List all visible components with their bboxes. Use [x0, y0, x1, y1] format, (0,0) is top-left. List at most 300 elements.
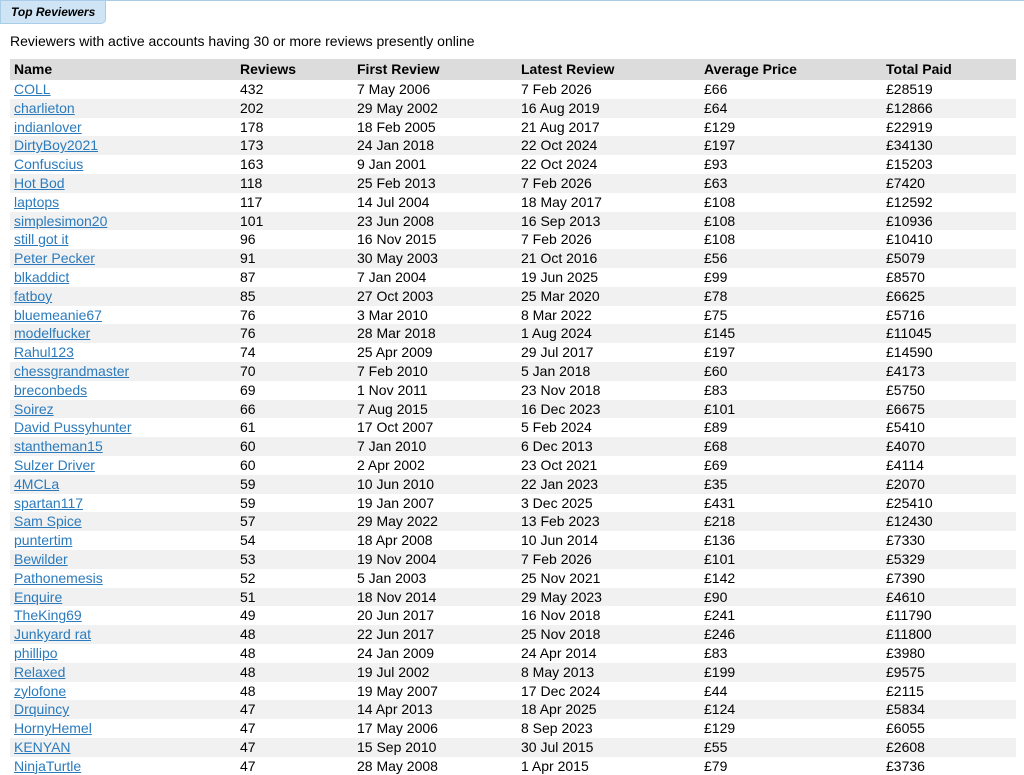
table-row [10, 193, 1016, 212]
first-review-date-cell: 3 Mar 2010 [353, 306, 517, 325]
first-review-date-cell: 18 Nov 2014 [353, 588, 517, 607]
average-price-cell: £142 [700, 569, 882, 588]
reviewer-name-link[interactable]: Confuscius [14, 156, 84, 173]
reviewer-name-link[interactable]: David Pussyhunter [14, 419, 132, 436]
average-price-cell: £83 [700, 381, 882, 400]
review-count-cell: 60 [236, 456, 353, 475]
reviewer-name-link[interactable]: DirtyBoy2021 [14, 137, 99, 154]
total-paid-cell: £3980 [882, 644, 1016, 663]
total-paid-cell: £8570 [882, 268, 1016, 287]
latest-review-date-cell: 22 Jan 2023 [517, 475, 700, 494]
reviewer-name-cell [10, 306, 236, 325]
reviewer-name-cell [10, 494, 236, 513]
review-count-cell: 51 [236, 588, 353, 607]
header-reviews: Reviews [236, 59, 353, 80]
first-review-date-cell: 7 Jan 2004 [353, 268, 517, 287]
first-review-date-cell: 1 Nov 2011 [353, 381, 517, 400]
total-paid-cell: £6055 [882, 719, 1016, 738]
table-row [10, 512, 1016, 531]
first-review-date-cell: 19 Jul 2002 [353, 663, 517, 682]
total-paid-cell: £4114 [882, 456, 1016, 475]
reviewer-name-cell [10, 531, 236, 550]
first-review-date-cell: 24 Jan 2009 [353, 644, 517, 663]
latest-review-date-cell: 29 Jul 2017 [517, 343, 700, 362]
review-count-cell: 101 [236, 212, 353, 231]
review-count-cell: 117 [236, 193, 353, 212]
reviewer-name-cell [10, 230, 236, 249]
latest-review-date-cell: 1 Apr 2015 [517, 757, 700, 775]
table-row [10, 663, 1016, 682]
review-count-cell: 48 [236, 682, 353, 701]
review-count-cell: 74 [236, 343, 353, 362]
total-paid-cell: £11790 [882, 606, 1016, 625]
header-average-price: Average Price [700, 59, 882, 80]
reviewer-name-cell [10, 193, 236, 212]
reviewer-name-cell [10, 700, 236, 719]
table-row [10, 588, 1016, 607]
latest-review-date-cell: 7 Feb 2026 [517, 174, 700, 193]
total-paid-cell: £7390 [882, 569, 1016, 588]
reviewer-name-link[interactable]: Pathonemesis [14, 569, 103, 586]
average-price-cell: £101 [700, 550, 882, 569]
total-paid-cell: £5834 [882, 700, 1016, 719]
total-paid-cell: £3736 [882, 757, 1016, 775]
latest-review-date-cell: 10 Jun 2014 [517, 531, 700, 550]
average-price-cell: £145 [700, 324, 882, 343]
reviewer-name-cell [10, 569, 236, 588]
total-paid-cell: £11800 [882, 625, 1016, 644]
reviewer-name-link[interactable]: fatboy [14, 287, 53, 304]
table-row [10, 174, 1016, 193]
reviewer-name-link[interactable]: chessgrandmaster [14, 362, 130, 379]
average-price-cell: £218 [700, 512, 882, 531]
table-row [10, 644, 1016, 663]
average-price-cell: £101 [700, 400, 882, 419]
first-review-date-cell: 20 Jun 2017 [353, 606, 517, 625]
reviewer-name-cell [10, 456, 236, 475]
table-row [10, 136, 1016, 155]
average-price-cell: £129 [700, 719, 882, 738]
latest-review-date-cell: 24 Apr 2014 [517, 644, 700, 663]
average-price-cell: £124 [700, 700, 882, 719]
first-review-date-cell: 15 Sep 2010 [353, 738, 517, 757]
review-count-cell: 57 [236, 512, 353, 531]
review-count-cell: 66 [236, 400, 353, 419]
latest-review-date-cell: 30 Jul 2015 [517, 738, 700, 757]
reviewer-name-cell [10, 663, 236, 682]
latest-review-date-cell: 17 Dec 2024 [517, 682, 700, 701]
latest-review-date-cell: 21 Aug 2017 [517, 118, 700, 137]
reviewer-name-cell [10, 268, 236, 287]
reviewer-name-cell [10, 606, 236, 625]
reviewer-name-cell [10, 719, 236, 738]
latest-review-date-cell: 16 Sep 2013 [517, 212, 700, 231]
header-total-paid: Total Paid [882, 59, 1016, 80]
average-price-cell: £108 [700, 230, 882, 249]
reviewer-name-cell [10, 343, 236, 362]
header-first-review: First Review [353, 59, 517, 80]
reviewer-name-link[interactable]: simplesimon20 [14, 212, 108, 229]
average-price-cell: £93 [700, 155, 882, 174]
table-row [10, 212, 1016, 231]
reviewer-name-cell [10, 80, 236, 99]
latest-review-date-cell: 1 Aug 2024 [517, 324, 700, 343]
first-review-date-cell: 17 Oct 2007 [353, 418, 517, 437]
first-review-date-cell: 7 Jan 2010 [353, 437, 517, 456]
latest-review-date-cell: 8 Mar 2022 [517, 306, 700, 325]
latest-review-date-cell: 13 Feb 2023 [517, 512, 700, 531]
latest-review-date-cell: 22 Oct 2024 [517, 155, 700, 174]
reviewer-name-link[interactable]: Junkyard rat [14, 626, 92, 643]
table-row [10, 249, 1016, 268]
reviewer-name-link[interactable]: modelfucker [14, 325, 91, 342]
reviewer-name-cell [10, 99, 236, 118]
average-price-cell: £66 [700, 80, 882, 99]
header-name: Name [10, 59, 236, 80]
reviewer-name-cell [10, 738, 236, 757]
first-review-date-cell: 19 Jan 2007 [353, 494, 517, 513]
first-review-date-cell: 2 Apr 2002 [353, 456, 517, 475]
table-row [10, 569, 1016, 588]
reviewer-name-link[interactable]: Relaxed [14, 663, 66, 680]
first-review-date-cell: 24 Jan 2018 [353, 136, 517, 155]
table-body [10, 80, 1016, 775]
table-header-row [10, 59, 1016, 80]
first-review-date-cell: 19 Nov 2004 [353, 550, 517, 569]
review-count-cell: 48 [236, 625, 353, 644]
reviewer-name-link[interactable]: zylofone [14, 682, 67, 699]
latest-review-date-cell: 16 Nov 2018 [517, 606, 700, 625]
reviewer-name-link[interactable]: Rahul123 [14, 344, 74, 361]
reviewer-name-cell [10, 287, 236, 306]
reviewer-name-link[interactable]: stantheman15 [14, 438, 103, 455]
average-price-cell: £129 [700, 118, 882, 137]
first-review-date-cell: 14 Jul 2004 [353, 193, 517, 212]
reviewer-name-cell [10, 174, 236, 193]
total-paid-cell: £14590 [882, 343, 1016, 362]
table-row [10, 550, 1016, 569]
total-paid-cell: £4173 [882, 362, 1016, 381]
reviewer-name-cell [10, 136, 236, 155]
reviewer-name-link[interactable]: NinjaTurtle [14, 757, 82, 774]
review-count-cell: 47 [236, 719, 353, 738]
average-price-cell: £199 [700, 663, 882, 682]
average-price-cell: £197 [700, 136, 882, 155]
table-row [10, 494, 1016, 513]
average-price-cell: £241 [700, 606, 882, 625]
review-count-cell: 76 [236, 306, 353, 325]
latest-review-date-cell: 25 Nov 2018 [517, 625, 700, 644]
total-paid-cell: £22919 [882, 118, 1016, 137]
first-review-date-cell: 28 Mar 2018 [353, 324, 517, 343]
first-review-date-cell: 14 Apr 2013 [353, 700, 517, 719]
latest-review-date-cell: 3 Dec 2025 [517, 494, 700, 513]
first-review-date-cell: 22 Jun 2017 [353, 625, 517, 644]
first-review-date-cell: 7 Aug 2015 [353, 400, 517, 419]
reviewer-name-link[interactable]: laptops [14, 193, 60, 210]
review-count-cell: 91 [236, 249, 353, 268]
total-paid-cell: £12430 [882, 512, 1016, 531]
latest-review-date-cell: 29 May 2023 [517, 588, 700, 607]
review-count-cell: 61 [236, 418, 353, 437]
review-count-cell: 54 [236, 531, 353, 550]
reviewer-name-link[interactable]: puntertim [14, 532, 73, 549]
reviewers-table [10, 59, 1016, 775]
table-row [10, 230, 1016, 249]
table-row [10, 287, 1016, 306]
table-row [10, 118, 1016, 137]
latest-review-date-cell: 23 Oct 2021 [517, 456, 700, 475]
reviewer-name-cell [10, 682, 236, 701]
table-row [10, 306, 1016, 325]
first-review-date-cell: 19 May 2007 [353, 682, 517, 701]
review-count-cell: 85 [236, 287, 353, 306]
average-price-cell: £90 [700, 588, 882, 607]
latest-review-date-cell: 21 Oct 2016 [517, 249, 700, 268]
table-row [10, 456, 1016, 475]
total-paid-cell: £5716 [882, 306, 1016, 325]
table-row [10, 682, 1016, 701]
latest-review-date-cell: 7 Feb 2026 [517, 550, 700, 569]
reviewer-name-link[interactable]: Sam Spice [14, 513, 82, 530]
reviewer-name-cell [10, 324, 236, 343]
reviewer-name-cell [10, 381, 236, 400]
total-paid-cell: £12866 [882, 99, 1016, 118]
first-review-date-cell: 10 Jun 2010 [353, 475, 517, 494]
first-review-date-cell: 16 Nov 2015 [353, 230, 517, 249]
latest-review-date-cell: 23 Nov 2018 [517, 381, 700, 400]
total-paid-cell: £25410 [882, 494, 1016, 513]
table-row [10, 738, 1016, 757]
reviewer-name-link[interactable]: still got it [14, 231, 69, 248]
table-row [10, 606, 1016, 625]
panel-tab-title: Top Reviewers [0, 1, 106, 24]
panel-description: Reviewers with active accounts having 30 or more reviews presently online [10, 33, 475, 49]
average-price-cell: £83 [700, 644, 882, 663]
total-paid-cell: £4610 [882, 588, 1016, 607]
review-count-cell: 48 [236, 644, 353, 663]
total-paid-cell: £10410 [882, 230, 1016, 249]
table-row [10, 400, 1016, 419]
first-review-date-cell: 7 May 2006 [353, 80, 517, 99]
average-price-cell: £44 [700, 682, 882, 701]
average-price-cell: £108 [700, 212, 882, 231]
table-row [10, 80, 1016, 99]
review-count-cell: 87 [236, 268, 353, 287]
total-paid-cell: £7420 [882, 174, 1016, 193]
average-price-cell: £64 [700, 99, 882, 118]
reviewer-name-link[interactable]: Hot Bod [14, 174, 65, 191]
average-price-cell: £69 [700, 456, 882, 475]
reviewer-name-link[interactable]: indianlover [14, 118, 82, 135]
first-review-date-cell: 18 Apr 2008 [353, 531, 517, 550]
review-count-cell: 60 [236, 437, 353, 456]
reviewer-name-cell [10, 550, 236, 569]
reviewer-name-link[interactable]: 4MCLa [14, 475, 60, 492]
first-review-date-cell: 18 Feb 2005 [353, 118, 517, 137]
reviewer-name-cell [10, 437, 236, 456]
review-count-cell: 432 [236, 80, 353, 99]
total-paid-cell: £5329 [882, 550, 1016, 569]
latest-review-date-cell: 7 Feb 2026 [517, 230, 700, 249]
average-price-cell: £108 [700, 193, 882, 212]
table-row [10, 418, 1016, 437]
first-review-date-cell: 5 Jan 2003 [353, 569, 517, 588]
review-count-cell: 70 [236, 362, 353, 381]
reviewer-name-link[interactable]: breconbeds [14, 381, 88, 398]
table-row [10, 381, 1016, 400]
average-price-cell: £89 [700, 418, 882, 437]
first-review-date-cell: 30 May 2003 [353, 249, 517, 268]
first-review-date-cell: 23 Jun 2008 [353, 212, 517, 231]
total-paid-cell: £6675 [882, 400, 1016, 419]
latest-review-date-cell: 8 Sep 2023 [517, 719, 700, 738]
total-paid-cell: £7330 [882, 531, 1016, 550]
reviewer-name-cell [10, 644, 236, 663]
latest-review-date-cell: 8 May 2013 [517, 663, 700, 682]
total-paid-cell: £28519 [882, 80, 1016, 99]
latest-review-date-cell: 5 Feb 2024 [517, 418, 700, 437]
latest-review-date-cell: 5 Jan 2018 [517, 362, 700, 381]
first-review-date-cell: 25 Apr 2009 [353, 343, 517, 362]
latest-review-date-cell: 6 Dec 2013 [517, 437, 700, 456]
reviewer-name-cell [10, 625, 236, 644]
reviewer-name-cell [10, 212, 236, 231]
table-row [10, 625, 1016, 644]
review-count-cell: 59 [236, 494, 353, 513]
average-price-cell: £55 [700, 738, 882, 757]
reviewer-name-link[interactable]: Sulzer Driver [14, 456, 95, 473]
reviewer-name-cell [10, 418, 236, 437]
reviewer-name-link[interactable]: TheKing69 [14, 607, 82, 624]
total-paid-cell: £15203 [882, 155, 1016, 174]
total-paid-cell: £12592 [882, 193, 1016, 212]
total-paid-cell: £2608 [882, 738, 1016, 757]
latest-review-date-cell: 19 Jun 2025 [517, 268, 700, 287]
first-review-date-cell: 9 Jan 2001 [353, 155, 517, 174]
latest-review-date-cell: 7 Feb 2026 [517, 80, 700, 99]
reviewer-name-cell [10, 588, 236, 607]
review-count-cell: 96 [236, 230, 353, 249]
review-count-cell: 118 [236, 174, 353, 193]
table-row [10, 155, 1016, 174]
review-count-cell: 59 [236, 475, 353, 494]
review-count-cell: 69 [236, 381, 353, 400]
review-count-cell: 173 [236, 136, 353, 155]
review-count-cell: 47 [236, 700, 353, 719]
first-review-date-cell: 27 Oct 2003 [353, 287, 517, 306]
total-paid-cell: £6625 [882, 287, 1016, 306]
review-count-cell: 47 [236, 757, 353, 775]
reviewer-name-link[interactable]: HornyHemel [14, 720, 92, 737]
total-paid-cell: £11045 [882, 324, 1016, 343]
table-row [10, 437, 1016, 456]
review-count-cell: 52 [236, 569, 353, 588]
total-paid-cell: £2115 [882, 682, 1016, 701]
reviewer-name-link[interactable]: Bewilder [14, 550, 68, 567]
average-price-cell: £431 [700, 494, 882, 513]
total-paid-cell: £4070 [882, 437, 1016, 456]
reviewer-name-link[interactable]: spartan117 [14, 494, 84, 511]
latest-review-date-cell: 25 Mar 2020 [517, 287, 700, 306]
total-paid-cell: £5079 [882, 249, 1016, 268]
average-price-cell: £78 [700, 287, 882, 306]
latest-review-date-cell: 16 Aug 2019 [517, 99, 700, 118]
average-price-cell: £99 [700, 268, 882, 287]
review-count-cell: 48 [236, 663, 353, 682]
review-count-cell: 76 [236, 324, 353, 343]
total-paid-cell: £9575 [882, 663, 1016, 682]
first-review-date-cell: 17 May 2006 [353, 719, 517, 738]
average-price-cell: £136 [700, 531, 882, 550]
review-count-cell: 49 [236, 606, 353, 625]
average-price-cell: £56 [700, 249, 882, 268]
latest-review-date-cell: 18 Apr 2025 [517, 700, 700, 719]
table-row [10, 99, 1016, 118]
average-price-cell: £35 [700, 475, 882, 494]
average-price-cell: £197 [700, 343, 882, 362]
reviewer-name-cell [10, 155, 236, 174]
reviewer-name-cell [10, 475, 236, 494]
table-row [10, 343, 1016, 362]
average-price-cell: £75 [700, 306, 882, 325]
total-paid-cell: £2070 [882, 475, 1016, 494]
average-price-cell: £68 [700, 437, 882, 456]
table-row [10, 362, 1016, 381]
reviewer-name-link[interactable]: Drquincy [14, 701, 70, 718]
reviewer-name-link[interactable]: Peter Pecker [14, 250, 95, 267]
reviewer-name-link[interactable]: KENYAN [14, 738, 71, 755]
reviewer-name-link[interactable]: phillipo [14, 644, 58, 661]
review-count-cell: 178 [236, 118, 353, 137]
table-row [10, 700, 1016, 719]
first-review-date-cell: 29 May 2022 [353, 512, 517, 531]
header-latest-review: Latest Review [517, 59, 700, 80]
latest-review-date-cell: 25 Nov 2021 [517, 569, 700, 588]
total-paid-cell: £5750 [882, 381, 1016, 400]
table-row [10, 719, 1016, 738]
reviewer-name-cell [10, 249, 236, 268]
review-count-cell: 47 [236, 738, 353, 757]
reviewer-name-cell [10, 118, 236, 137]
reviewer-name-cell [10, 512, 236, 531]
reviewer-name-link[interactable]: blkaddict [14, 268, 70, 285]
table-row [10, 531, 1016, 550]
average-price-cell: £60 [700, 362, 882, 381]
average-price-cell: £246 [700, 625, 882, 644]
first-review-date-cell: 7 Feb 2010 [353, 362, 517, 381]
reviewer-name-link[interactable]: COLL [14, 81, 51, 97]
review-count-cell: 202 [236, 99, 353, 118]
average-price-cell: £63 [700, 174, 882, 193]
reviewer-name-link[interactable]: Enquire [14, 588, 63, 605]
average-price-cell: £79 [700, 757, 882, 775]
latest-review-date-cell: 16 Dec 2023 [517, 400, 700, 419]
reviewer-name-link[interactable]: bluemeanie67 [14, 306, 102, 323]
reviewer-name-link[interactable]: Soirez [14, 400, 54, 417]
total-paid-cell: £5410 [882, 418, 1016, 437]
first-review-date-cell: 29 May 2002 [353, 99, 517, 118]
table-row [10, 324, 1016, 343]
first-review-date-cell: 25 Feb 2013 [353, 174, 517, 193]
reviewer-name-cell [10, 362, 236, 381]
latest-review-date-cell: 18 May 2017 [517, 193, 700, 212]
latest-review-date-cell: 22 Oct 2024 [517, 136, 700, 155]
total-paid-cell: £34130 [882, 136, 1016, 155]
first-review-date-cell: 28 May 2008 [353, 757, 517, 775]
total-paid-cell: £10936 [882, 212, 1016, 231]
reviewer-name-link[interactable]: charlieton [14, 99, 75, 116]
